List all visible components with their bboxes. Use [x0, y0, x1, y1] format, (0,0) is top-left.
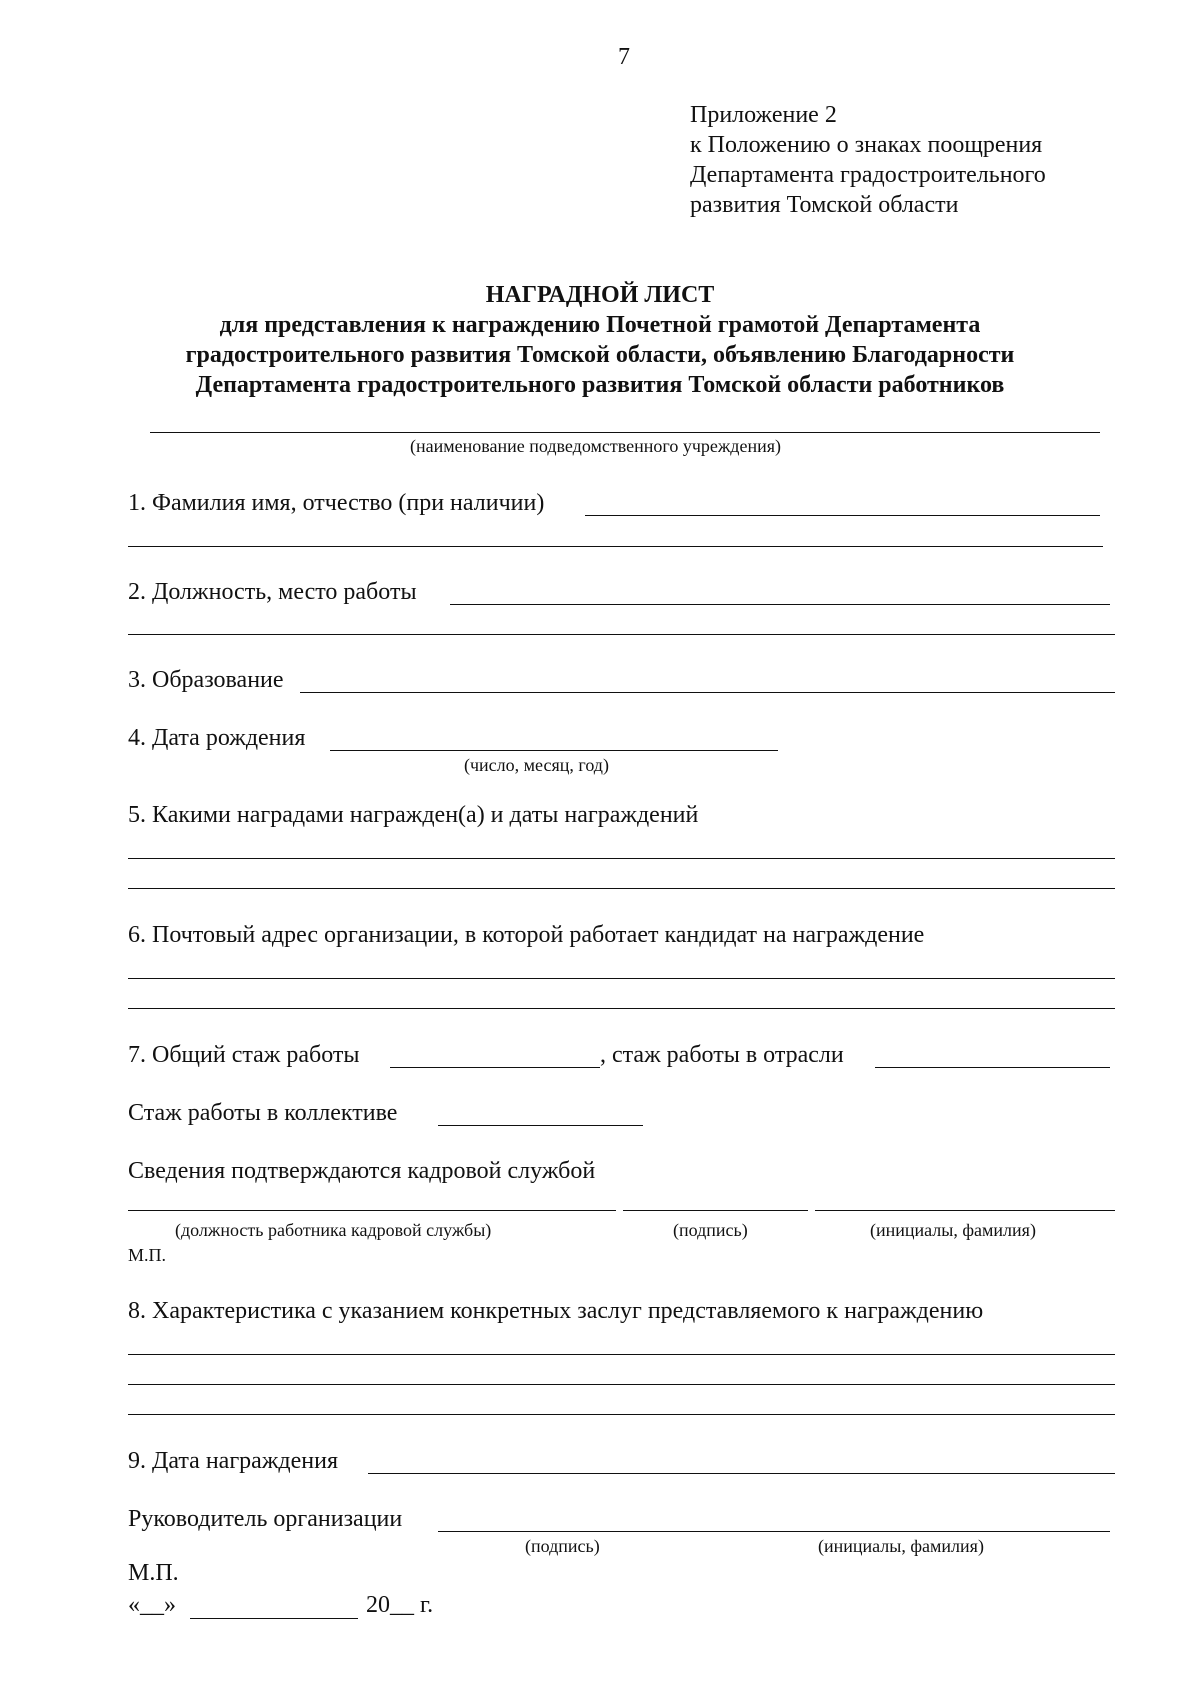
appendix-line-4: развития Томской области	[690, 192, 959, 218]
field-8-line-2[interactable]	[128, 1384, 1115, 1385]
hr-name-line[interactable]	[815, 1210, 1115, 1211]
field-9-line[interactable]	[368, 1473, 1115, 1474]
field-4-caption: (число, месяц, год)	[464, 755, 609, 775]
team-experience-line[interactable]	[438, 1125, 643, 1126]
hr-position-line[interactable]	[128, 1210, 616, 1211]
hr-name-caption: (инициалы, фамилия)	[870, 1220, 1036, 1240]
field-9-label: 9. Дата награждения	[128, 1448, 338, 1474]
field-1-line-2[interactable]	[128, 546, 1103, 547]
field-1-label: 1. Фамилия имя, отчество (при наличии)	[128, 490, 545, 516]
appendix-line-1: Приложение 2	[690, 102, 837, 128]
field-5-label: 5. Какими наградами награжден(а) и даты награждений	[128, 802, 699, 828]
appendix-line-3: Департамента градостроительного	[690, 162, 1046, 188]
field-2-label: 2. Должность, место работы	[128, 579, 417, 605]
field-2-line-2[interactable]	[128, 634, 1115, 635]
head-signature-caption: (подпись)	[525, 1536, 600, 1556]
document-title: НАГРАДНОЙ ЛИСТ	[485, 282, 715, 308]
hr-signature-line[interactable]	[623, 1210, 808, 1211]
field-6-line-1[interactable]	[128, 978, 1115, 979]
field-3-label: 3. Образование	[128, 667, 284, 693]
page-number: 7	[618, 44, 630, 70]
field-3-line[interactable]	[300, 692, 1115, 693]
head-label: Руководитель организации	[128, 1506, 403, 1532]
field-1-line[interactable]	[585, 515, 1100, 516]
field-8-label: 8. Характеристика с указанием конкретных заслуг представляемого к награждению	[128, 1298, 984, 1324]
date-month-line[interactable]	[190, 1618, 358, 1619]
hr-signature-caption: (подпись)	[673, 1220, 748, 1240]
field-2-line[interactable]	[450, 604, 1110, 605]
institution-line[interactable]	[150, 432, 1100, 433]
institution-caption: (наименование подведомственного учреждения)	[410, 436, 781, 456]
field-5-line-2[interactable]	[128, 888, 1115, 889]
total-experience-line[interactable]	[390, 1067, 600, 1068]
document-subtitle-3: Департамента градостроительного развития Томской области работников	[195, 372, 1005, 398]
field-5-line-1[interactable]	[128, 858, 1115, 859]
hr-position-caption: (должность работника кадровой службы)	[175, 1220, 492, 1240]
field-6-line-2[interactable]	[128, 1008, 1115, 1009]
stamp-label-2: М.П.	[128, 1560, 179, 1586]
field-7-label: 7. Общий стаж работы	[128, 1042, 360, 1068]
team-experience-label: Стаж работы в коллективе	[128, 1100, 398, 1126]
date-day: «__»	[128, 1592, 176, 1618]
field-8-line-1[interactable]	[128, 1354, 1115, 1355]
date-year: 20__ г.	[366, 1592, 434, 1618]
head-signature-line[interactable]	[438, 1531, 1110, 1532]
stamp-label-1: М.П.	[128, 1245, 167, 1265]
field-4-line[interactable]	[330, 750, 778, 751]
field-8-line-3[interactable]	[128, 1414, 1115, 1415]
hr-confirmation-label: Сведения подтверждаются кадровой службой	[128, 1158, 596, 1184]
head-name-caption: (инициалы, фамилия)	[818, 1536, 984, 1556]
industry-experience-line[interactable]	[875, 1067, 1110, 1068]
field-4-label: 4. Дата рождения	[128, 725, 306, 751]
industry-experience-label: , стаж работы в отрасли	[600, 1042, 844, 1068]
appendix-line-2: к Положению о знаках поощрения	[690, 132, 1043, 158]
document-subtitle-2: градостроительного развития Томской области, объявлению Благодарности	[185, 342, 1015, 368]
field-6-label: 6. Почтовый адрес организации, в которой работает кандидат на награждение	[128, 922, 925, 948]
document-subtitle-1: для представления к награждению Почетной грамотой Департамента	[219, 312, 981, 338]
